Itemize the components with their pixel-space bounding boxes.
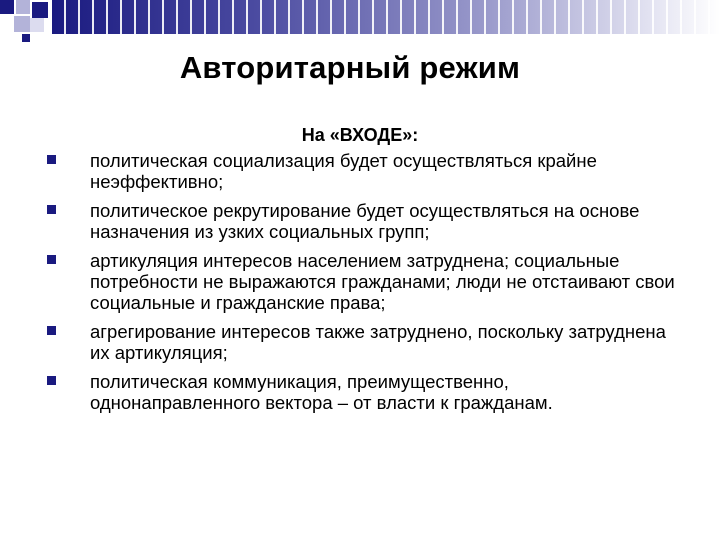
bullet-text: артикуляция интересов населением затруднена; социальные потребности не выражаются гражданами; люди не отстаивают свои социальные и гражданские права; [90, 250, 675, 313]
square-bullet-icon [47, 205, 56, 214]
bullet-list [0, 150, 720, 421]
corner-square-dark-2 [32, 2, 48, 18]
bullet-text: политическая социализация будет осуществляться крайне неэффективно; [90, 150, 597, 192]
slide-subtitle: На «ВХОДЕ»: [301, 125, 419, 145]
corner-square-dark-1 [0, 0, 14, 14]
slide-title: Авторитарный режим [179, 50, 521, 85]
corner-square-dark-3 [22, 34, 30, 42]
bullet-text: политическая коммуникация, преимущественно, однонаправленного вектора – от власти к гражданам. [90, 371, 553, 413]
corner-square-pale-1 [30, 18, 44, 32]
square-bullet-icon [47, 155, 56, 164]
bullet-item [0, 321, 720, 363]
bullet-item [0, 250, 720, 313]
bullet-item [0, 371, 720, 413]
bullet-item [0, 150, 720, 192]
bullet-text: политическое рекрутирование будет осуществляться на основе назначения из узких социальных групп; [90, 200, 640, 242]
bullet-item [0, 200, 720, 242]
bullet-text: агрегирование интересов также затруднено, поскольку затруднена их артикуляция; [90, 321, 666, 363]
square-bullet-icon [47, 326, 56, 335]
header-bar-stripes [52, 0, 720, 34]
corner-square-light-1 [16, 0, 30, 14]
square-bullet-icon [47, 255, 56, 264]
corner-square-light-2 [14, 16, 30, 32]
square-bullet-icon [47, 376, 56, 385]
